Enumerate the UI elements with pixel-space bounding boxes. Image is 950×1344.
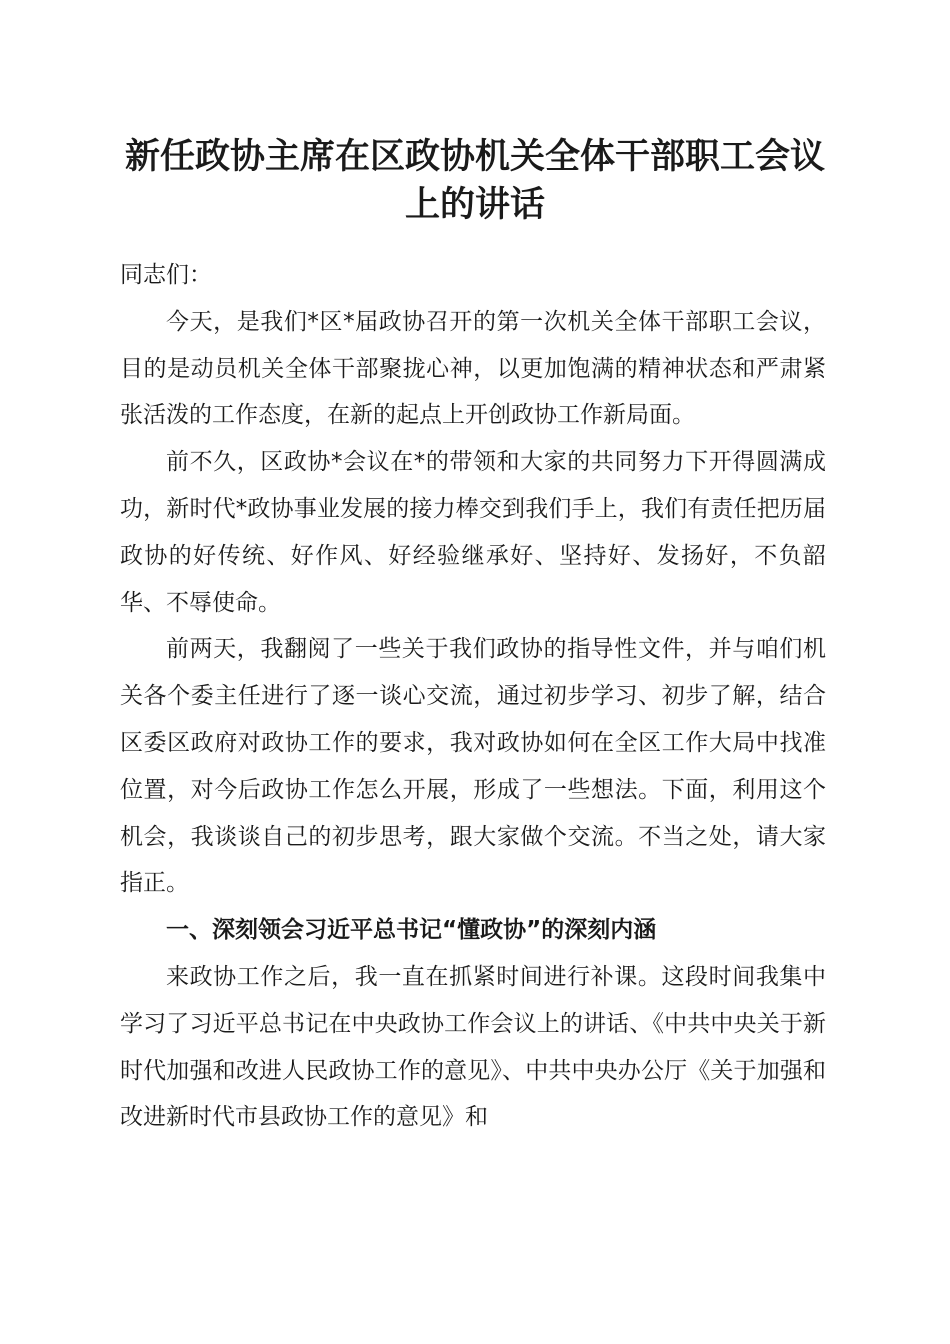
paragraph-3: 前两天，我翻阅了一些关于我们政协的指导性文件，并与咱们机关各个委主任进行了逐一谈心交流，通过初步学习、初步了解，结合区委区政府对政协工作的要求，我对政协如何在全区工作大局中找准位置，对今后政协工作怎么开展，形成了一些想法。下面，利用这个机会，我谈谈自己的初步思考，跟大家做个交流。不当之处，请大家指正。 [120,636,826,897]
paragraph-1: 今天，是我们*区*届政协召开的第一次机关全体干部职工会议，目的是动员机关全体干部聚拢心神，以更加饱满的精神状态和严肃紧张活泼的工作态度，在新的起点上开创政协工作新局面。 [120,308,826,429]
document-body [120,252,826,1141]
paragraph-2: 前不久，区政协*会议在*的带领和大家的共同努力下开得圆满成功，新时代*政协事业发展的接力棒交到我们手上，我们有责任把历届政协的好传统、好作风、好经验继承好、坚持好、发扬好，不负韶华、不辱使命。 [120,449,826,616]
salutation: 同志们： [120,262,212,288]
document-title [100,133,850,229]
section-heading: 一、深刻领会习近平总书记“懂政协”的深刻内涵 [166,917,657,944]
title-line-2: 上的讲话 [404,184,545,225]
section-paragraph: 来政协工作之后，我一直在抓紧时间进行补课。这段时间我集中学习了习近平总书记在中央政协工作会议上的讲话、《中共中央关于新时代加强和改进人民政协工作的意见》、中共中央办公厅《关于加强和改进新时代市县政协工作的意见》和 [120,963,826,1131]
title-line-1: 新任政协主席在区政协机关全体干部职工会议 [124,136,825,177]
